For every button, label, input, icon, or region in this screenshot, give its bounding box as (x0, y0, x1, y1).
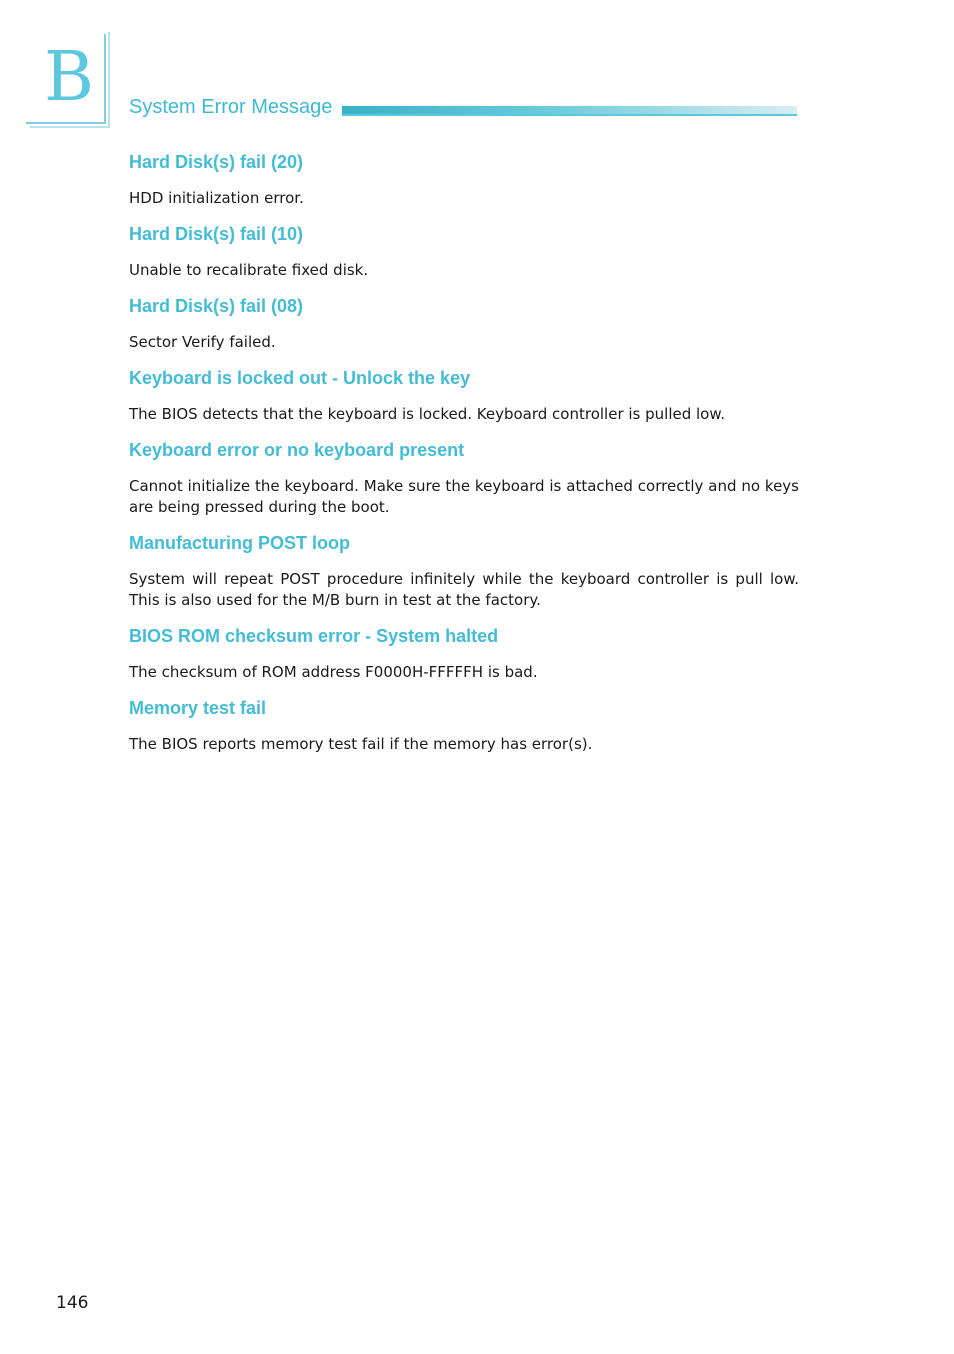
entry (129, 529, 799, 611)
entry-heading: Keyboard error or no keyboard present (129, 440, 465, 460)
entry-description: The BIOS detects that the keyboard is locked. Keyboard controller is pulled low. (129, 405, 726, 423)
entry-description: Sector Verify failed. (129, 333, 276, 351)
page-number: 146 (56, 1293, 89, 1313)
entry-heading: Memory test fail (129, 698, 267, 718)
entry-description: System will repeat POST procedure infinitely while the keyboard controller is pull low. This is also used for the M/B burn in test at the factory. (129, 570, 799, 609)
chapter-letter: B (44, 38, 94, 117)
entry-heading: Hard Disk(s) fail (08) (129, 296, 304, 316)
entry (129, 364, 799, 425)
section-title-bar (342, 106, 797, 114)
entry-description: Cannot initialize the keyboard. Make sure the keyboard is attached correctly and no keys are being pressed during the boot. (129, 477, 799, 516)
entry-description: HDD initialization error. (129, 189, 304, 207)
entry (129, 622, 799, 683)
entry-heading: BIOS ROM checksum error - System halted (129, 626, 499, 646)
entry (129, 436, 799, 518)
entry-description: Unable to recalibrate fixed disk. (129, 261, 369, 279)
entry (129, 694, 799, 755)
entry-heading: Hard Disk(s) fail (10) (129, 224, 304, 244)
section-title: System Error Message (129, 96, 333, 118)
entry (129, 220, 799, 281)
section-title-underline (342, 114, 797, 116)
entry-heading: Hard Disk(s) fail (20) (129, 152, 304, 172)
entry-heading: Keyboard is locked out - Unlock the key (129, 368, 471, 388)
entry-description: The checksum of ROM address F0000H-FFFFFH is bad. (129, 663, 538, 681)
entry (129, 148, 799, 209)
entry-description: The BIOS reports memory test fail if the memory has error(s). (129, 735, 593, 753)
chapter-marker (26, 34, 106, 124)
entry-heading: Manufacturing POST loop (129, 533, 350, 553)
error-message-list (129, 148, 799, 766)
entry (129, 292, 799, 353)
